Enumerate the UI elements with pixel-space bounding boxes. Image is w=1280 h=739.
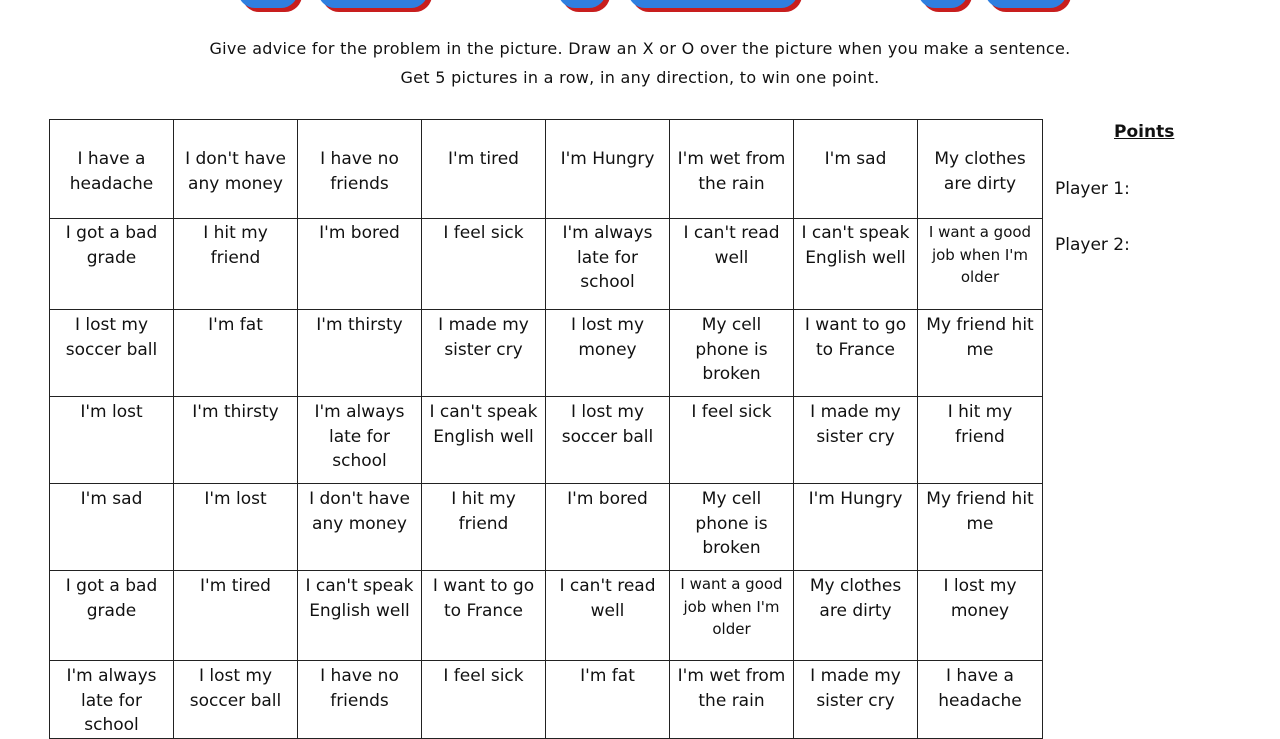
board-cell[interactable]: I'm Hungry <box>546 120 670 219</box>
board-cell[interactable]: I have no friends <box>298 120 422 219</box>
board-row <box>50 120 1043 219</box>
board-cell[interactable]: I want a good job when I'm older <box>670 571 794 661</box>
board-cell[interactable]: I want to go to France <box>794 310 918 397</box>
board-cell[interactable]: I can't speak English well <box>422 397 546 484</box>
board-cell[interactable]: I'm tired <box>174 571 298 661</box>
board-row <box>50 397 1043 484</box>
board-cell[interactable]: I made my sister cry <box>794 397 918 484</box>
board-cell[interactable]: I can't read well <box>546 571 670 661</box>
board-cell[interactable]: I feel sick <box>422 219 546 310</box>
board-cell[interactable]: I'm fat <box>546 661 670 739</box>
title-letter-shape <box>985 0 1067 8</box>
board-row <box>50 219 1043 310</box>
board-cell[interactable]: My cell phone is broken <box>670 484 794 571</box>
board-cell[interactable]: I'm Hungry <box>794 484 918 571</box>
board-cell[interactable]: I don't have any money <box>298 484 422 571</box>
tic-tac-toe-board <box>49 119 1043 739</box>
board-cell[interactable]: I can't read well <box>670 219 794 310</box>
board-cell[interactable]: I'm always late for school <box>298 397 422 484</box>
board-row <box>50 661 1043 739</box>
board-cell[interactable]: I lost my money <box>918 571 1043 661</box>
instructions <box>0 34 1280 92</box>
instruction-line-2: Get 5 pictures in a row, in any direction, to win one point. <box>400 68 880 87</box>
player-1-label: Player 1: <box>1055 179 1130 199</box>
board-cell[interactable]: I feel sick <box>670 397 794 484</box>
board-cell[interactable]: I lost my soccer ball <box>546 397 670 484</box>
board-cell[interactable]: I have a headache <box>918 661 1043 739</box>
title-letter-shape <box>918 0 968 8</box>
board-cell[interactable]: I have no friends <box>298 661 422 739</box>
board-cell[interactable]: I have a headache <box>50 120 174 219</box>
board-cell[interactable]: My clothes are dirty <box>918 120 1043 219</box>
board-cell[interactable]: I'm sad <box>794 120 918 219</box>
board-cell[interactable]: I want to go to France <box>422 571 546 661</box>
board-cell[interactable]: I'm thirsty <box>174 397 298 484</box>
board-cell[interactable]: I can't speak English well <box>298 571 422 661</box>
board-cell[interactable]: I'm lost <box>174 484 298 571</box>
board-cell[interactable]: I want a good job when I'm older <box>918 219 1043 310</box>
board-cell[interactable]: I got a bad grade <box>50 219 174 310</box>
player-2-label: Player 2: <box>1055 235 1130 255</box>
board-row <box>50 310 1043 397</box>
board-cell[interactable]: I'm bored <box>546 484 670 571</box>
board-cell[interactable]: I'm fat <box>174 310 298 397</box>
board-cell[interactable]: I'm tired <box>422 120 546 219</box>
board-cell[interactable]: I'm always late for school <box>546 219 670 310</box>
board-cell[interactable]: I'm thirsty <box>298 310 422 397</box>
board-cell[interactable]: I hit my friend <box>174 219 298 310</box>
board-cell[interactable]: I can't speak English well <box>794 219 918 310</box>
instruction-line-1: Give advice for the problem in the picture. Draw an X or O over the picture when you make a sentence. <box>209 39 1071 58</box>
board-cell[interactable]: I feel sick <box>422 661 546 739</box>
board-row <box>50 571 1043 661</box>
board-cell[interactable]: I'm wet from the rain <box>670 120 794 219</box>
board-cell[interactable]: I lost my soccer ball <box>174 661 298 739</box>
board-cell[interactable]: I got a bad grade <box>50 571 174 661</box>
title-letter-shape <box>238 0 298 8</box>
board-cell[interactable]: I lost my soccer ball <box>50 310 174 397</box>
title-banner <box>0 0 1280 14</box>
board-cell[interactable]: I lost my money <box>546 310 670 397</box>
board-cell[interactable]: My friend hit me <box>918 484 1043 571</box>
board-cell[interactable]: I'm sad <box>50 484 174 571</box>
board-cell[interactable]: My friend hit me <box>918 310 1043 397</box>
title-letter-shape <box>558 0 606 8</box>
board-cell[interactable]: I'm wet from the rain <box>670 661 794 739</box>
board-cell[interactable]: I'm always late for school <box>50 661 174 739</box>
board-cell[interactable]: My cell phone is broken <box>670 310 794 397</box>
title-letter-shape <box>628 0 798 8</box>
board-cell[interactable]: I hit my friend <box>918 397 1043 484</box>
board-row <box>50 484 1043 571</box>
board-cell[interactable]: I made my sister cry <box>794 661 918 739</box>
board-cell[interactable]: I'm lost <box>50 397 174 484</box>
title-letter-shape <box>318 0 428 8</box>
board-cell[interactable]: I'm bored <box>298 219 422 310</box>
board-cell[interactable]: I hit my friend <box>422 484 546 571</box>
board-cell[interactable]: I don't have any money <box>174 120 298 219</box>
board-cell[interactable]: I made my sister cry <box>422 310 546 397</box>
points-heading: Points <box>1114 122 1175 142</box>
board-cell[interactable]: My clothes are dirty <box>794 571 918 661</box>
